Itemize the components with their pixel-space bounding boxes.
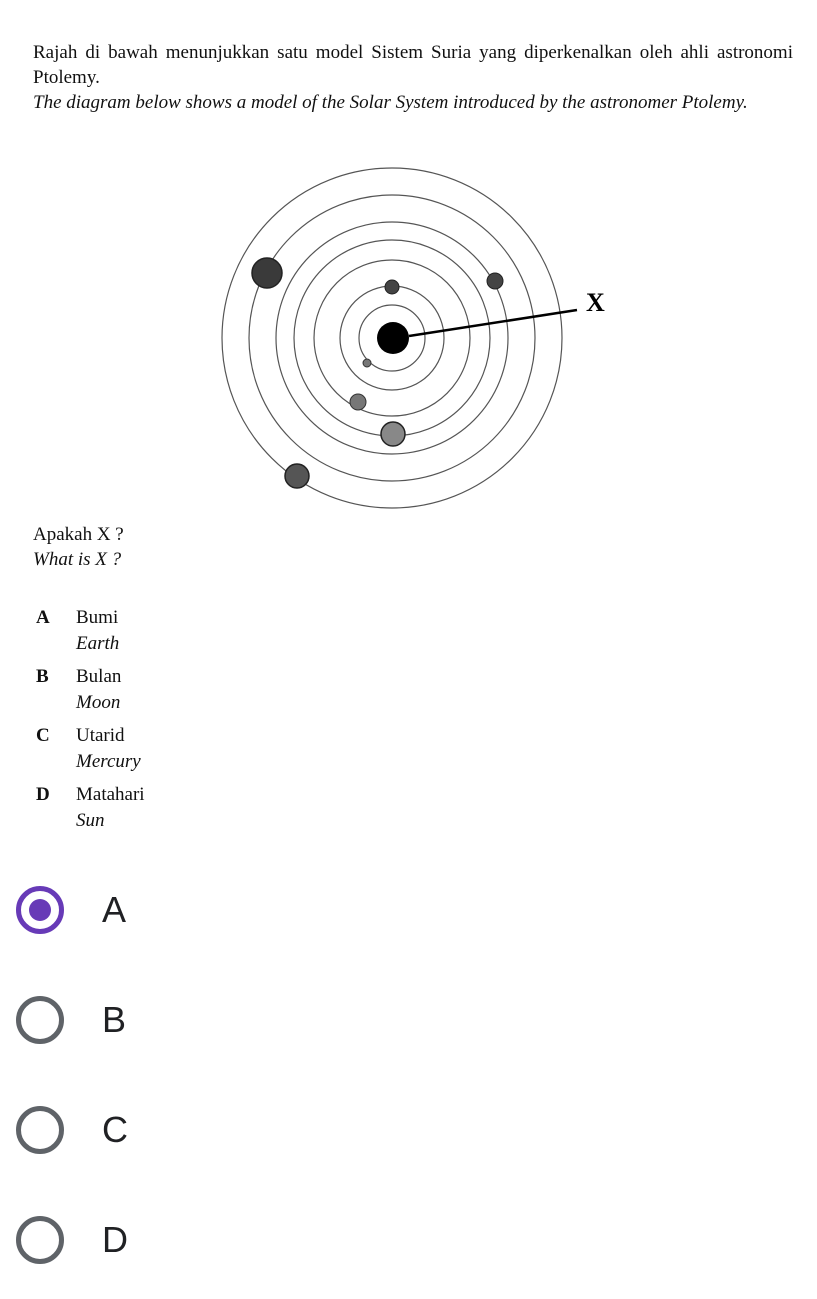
- ptolemy-model-diagram: [0, 160, 817, 515]
- option-malay: Matahari: [76, 784, 145, 805]
- option-b: [36, 664, 121, 716]
- option-d: [36, 782, 145, 834]
- prompt-english: What is X ?: [33, 549, 122, 570]
- planet-outer: [252, 258, 282, 288]
- option-c: [36, 723, 141, 775]
- radio-button-selected[interactable]: [16, 886, 64, 934]
- option-malay: Utarid: [76, 725, 125, 746]
- answer-label: C: [102, 1109, 128, 1150]
- option-malay: Bumi: [76, 607, 119, 628]
- radio-button[interactable]: [16, 1216, 64, 1264]
- answer-choice-a[interactable]: [16, 880, 776, 940]
- answer-choice-c[interactable]: [16, 1100, 776, 1160]
- option-letter: D: [36, 784, 50, 805]
- option-malay: Bulan: [76, 666, 122, 687]
- planet-small: [363, 359, 371, 367]
- planet: [381, 422, 405, 446]
- option-letter: A: [36, 607, 50, 628]
- answer-label: A: [102, 889, 127, 930]
- planet: [285, 464, 309, 488]
- planet: [350, 394, 366, 410]
- option-english: Moon: [76, 692, 121, 713]
- radio-button[interactable]: [16, 1106, 64, 1154]
- answer-label: B: [102, 999, 127, 1040]
- intro-malay: Rajah di bawah menunjukkan satu model Sistem Suria yang diperkenalkan oleh ahli astronomi Ptolemy.: [33, 42, 793, 88]
- option-english: Earth: [76, 633, 120, 654]
- question-prompt: [33, 522, 124, 572]
- option-letter: B: [36, 666, 49, 687]
- option-letter: C: [36, 725, 50, 746]
- answer-choice-b[interactable]: [16, 990, 776, 1050]
- answer-label: D: [102, 1219, 128, 1260]
- answer-choice-d[interactable]: [16, 1210, 776, 1270]
- option-english: Sun: [76, 810, 105, 831]
- question-intro: [33, 40, 793, 115]
- label-pointer-line: [409, 310, 577, 336]
- planet: [487, 273, 503, 289]
- prompt-malay: Apakah X ?: [33, 524, 124, 545]
- planet: [385, 280, 399, 294]
- label-x: X: [586, 288, 605, 317]
- radio-button[interactable]: [16, 996, 64, 1044]
- option-a: [36, 605, 119, 657]
- center-body-x: [377, 322, 409, 354]
- option-english: Mercury: [76, 751, 141, 772]
- intro-english: The diagram below shows a model of the Solar System introduced by the astronomer Ptolemy.: [33, 92, 748, 113]
